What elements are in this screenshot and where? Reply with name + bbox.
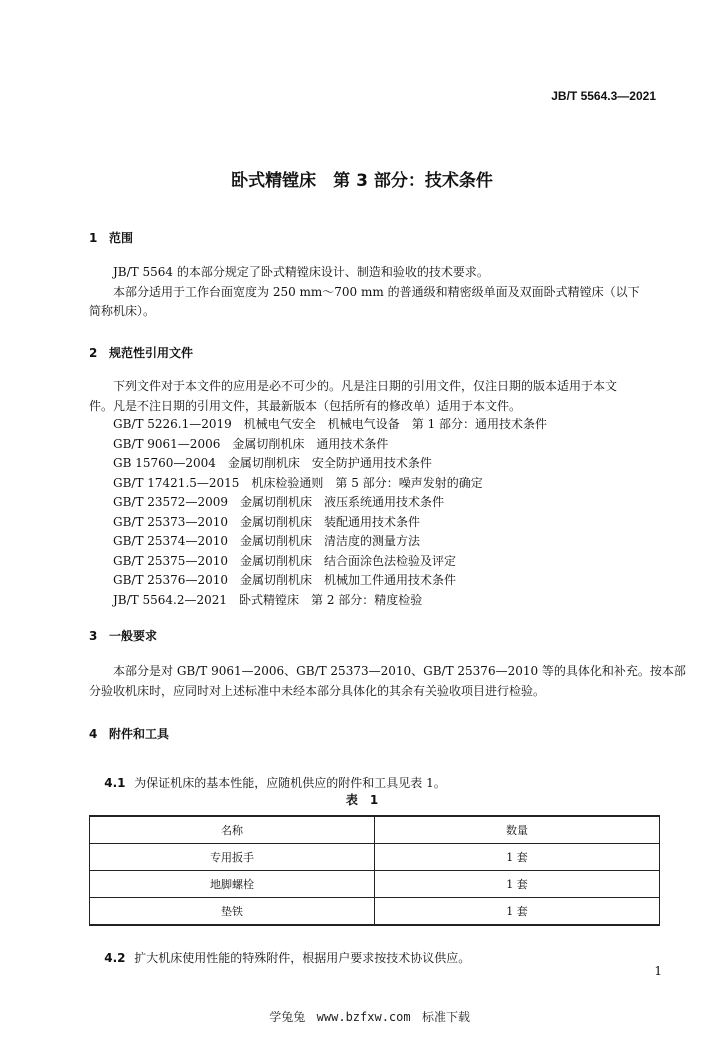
reference-item: GB/T 25376—2010 金属切削机床 机械加工件通用技术条件 <box>113 573 456 587</box>
reference-item: GB/T 23572—2009 金属切削机床 液压系统通用技术条件 <box>113 495 444 509</box>
section-heading-accessories <box>89 725 169 742</box>
table-cell: 垫铁 <box>90 898 375 926</box>
clause-number: 4.1 <box>104 776 126 790</box>
document-title: 卧式精镗床 第 3 部分：技术条件 <box>231 171 493 191</box>
general-requirements-paragraph <box>89 662 686 701</box>
intro-line: 件。凡是不注日期的引用文件，其最新版本（包括所有的修改单）适用于本文件。 <box>89 398 522 413</box>
scope-line: 简称机床）。 <box>89 304 156 319</box>
section-number: 2 <box>89 346 98 360</box>
accessories-table <box>89 815 660 926</box>
scope-line: 本部分适用于工作台面宽度为 250 mm～700 mm 的普通级和精密级单面及双面卧式精镗床（以下 <box>113 284 640 299</box>
table-cell: 地脚螺栓 <box>90 871 375 898</box>
scope-line: JB/T 5564 的本部分规定了卧式精镗床设计、制造和验收的技术要求。 <box>113 265 489 279</box>
reference-list <box>113 415 547 610</box>
reference-item: GB/T 25374—2010 金属切削机床 清洁度的测量方法 <box>113 534 420 548</box>
reference-item: GB/T 25373—2010 金属切削机床 装配通用技术条件 <box>113 514 420 529</box>
reference-item: GB/T 17421.5—2015 机床检验通则 第 5 部分：噪声发射的确定 <box>113 475 483 490</box>
table-cell: 1 套 <box>375 844 660 871</box>
table-header-row <box>90 816 660 844</box>
section-number: 1 <box>89 231 98 245</box>
footer-site-name: 学兔兔 <box>269 1010 306 1024</box>
section-heading-scope <box>89 229 133 246</box>
section-title: 规范性引用文件 <box>109 346 194 360</box>
table-header-name: 名称 <box>90 816 375 844</box>
general-line: 本部分是对 GB/T 9061—2006、GB/T 25373—2010、GB/T 25376—2010 等的具体化和补充。按本部 <box>113 664 686 678</box>
table-cell: 专用扳手 <box>90 844 375 871</box>
clause-number: 4.2 <box>104 951 126 965</box>
section-heading-general-requirements <box>89 627 157 644</box>
table-cell: 1 套 <box>375 898 660 926</box>
table-cell: 1 套 <box>375 871 660 898</box>
page-number: 1 <box>654 964 662 978</box>
section-number: 4 <box>89 727 98 741</box>
table-caption: 表 1 <box>345 793 379 807</box>
reference-item: GB/T 5226.1—2019 机械电气安全 机械电气设备 第 1 部分：通用技术条件 <box>113 417 548 431</box>
clause-text: 为保证机床的基本性能，应随机供应的附件和工具见表 1。 <box>134 776 446 790</box>
section-heading-normative-references <box>89 344 193 361</box>
reference-item: JB/T 5564.2—2021 卧式精镗床 第 2 部分：精度检验 <box>113 592 423 607</box>
table-header-quantity: 数量 <box>375 816 660 844</box>
section-title: 一般要求 <box>109 629 158 643</box>
table-row <box>90 871 660 898</box>
section-title: 范围 <box>109 231 134 245</box>
footer-download-label: 标准下载 <box>422 1010 471 1024</box>
standard-number: JB/T 5564.3—2021 <box>551 89 656 103</box>
table-row <box>90 844 660 871</box>
footer-url[interactable]: www.bzfxw.com <box>316 1010 411 1024</box>
section-number: 3 <box>89 629 98 643</box>
general-line: 分验收机床时，应同时对上述标准中未经本部分具体化的其余有关验收项目进行检验。 <box>89 683 546 698</box>
reference-item: GB 15760—2004 金属切削机床 安全防护通用技术条件 <box>113 456 432 470</box>
scope-paragraph <box>89 263 661 322</box>
table-row <box>90 898 660 926</box>
intro-line: 下列文件对于本文件的应用是必不可少的。凡是注日期的引用文件，仅注日期的版本适用于本文 <box>113 379 618 393</box>
section-title: 附件和工具 <box>109 727 170 741</box>
reference-item: GB/T 9061—2006 金属切削机床 通用技术条件 <box>113 436 389 451</box>
clause-4-2 <box>89 935 470 980</box>
reference-item: GB/T 25375—2010 金属切削机床 结合面涂色法检验及评定 <box>113 553 456 568</box>
footer-watermark <box>0 994 724 1039</box>
normative-refs-intro <box>89 377 661 416</box>
clause-text: 扩大机床使用性能的特殊附件，根据用户要求按技术协议供应。 <box>134 951 471 965</box>
